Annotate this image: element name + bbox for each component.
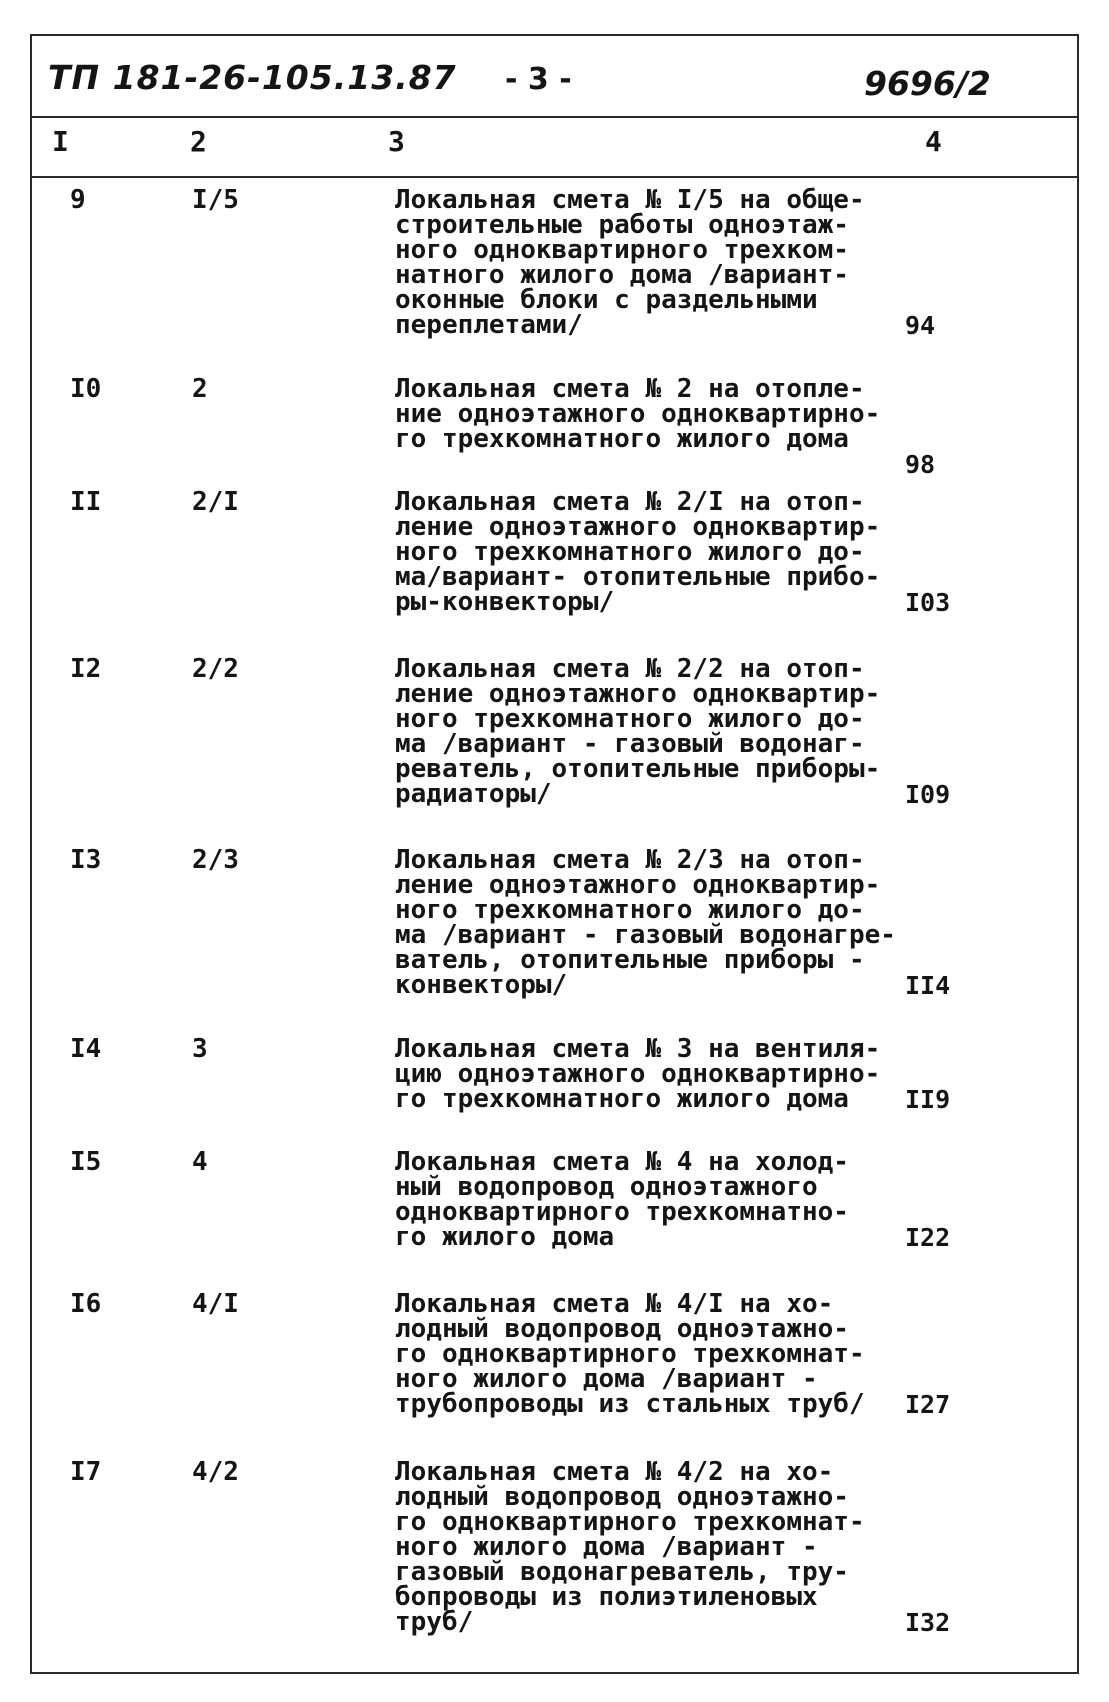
estimate-number: I/5	[192, 185, 239, 215]
description-line: Локальная смета № 2/2 на отоп-	[395, 654, 865, 684]
row-number: I7	[70, 1457, 102, 1487]
description-line: ного жилого дома /вариант -	[395, 1532, 818, 1562]
estimate-number: 4/2	[192, 1457, 239, 1487]
description-line: натного жилого дома /вариант-	[395, 260, 849, 290]
description-line: го одноквартирного трехкомнат-	[395, 1339, 865, 1369]
row-number: 9	[70, 185, 86, 215]
description-line: Локальная смета № 4/2 на хо-	[395, 1457, 834, 1487]
estimate-number: 2/3	[192, 845, 239, 875]
document-code: ТП 181-26-105.13.87	[48, 58, 457, 97]
description-line: одноквартирного трехкомнатно-	[395, 1197, 849, 1227]
page-reference: 94	[905, 311, 936, 340]
description-line: го одноквартирного трехкомнат-	[395, 1507, 865, 1537]
description-line: ма /вариант - газовый водонагре-	[395, 920, 896, 950]
description-line: ного одноквартирного трехком-	[395, 235, 849, 265]
column-header-3: 3	[388, 125, 405, 158]
row-number: I6	[70, 1289, 102, 1319]
column-header-divider	[30, 176, 1079, 178]
description-line: ный водопровод одноэтажного	[395, 1172, 818, 1202]
description-line: лодный водопровод одноэтажно-	[395, 1482, 849, 1512]
page-reference: I27	[905, 1390, 951, 1419]
description-line: Локальная смета № 2/3 на отоп-	[395, 845, 865, 875]
description-line: реватель, отопительные приборы-	[395, 754, 881, 784]
description-line: ление одноэтажного одноквартир-	[395, 512, 881, 542]
description-line: Локальная смета № 3 на вентиля-	[395, 1034, 881, 1064]
page-reference: II4	[905, 971, 951, 1000]
estimate-number: 4	[192, 1147, 208, 1177]
row-number: I2	[70, 654, 102, 684]
row-number: I0	[70, 374, 102, 404]
estimate-number: 4/I	[192, 1289, 239, 1319]
column-header-1: I	[52, 125, 69, 158]
header-divider	[30, 116, 1079, 118]
description-line: оконные блоки с раздельными	[395, 285, 818, 315]
page-number: - 3 -	[505, 62, 572, 97]
estimate-number: 2/2	[192, 654, 239, 684]
description-line: труб/	[395, 1607, 474, 1637]
description-line: бопроводы из полиэтиленовых	[395, 1582, 818, 1612]
description-line: строительные работы одноэтаж-	[395, 210, 849, 240]
page-reference: II9	[905, 1085, 951, 1114]
description-line: газовый водонагреватель, тру-	[395, 1557, 849, 1587]
description-line: переплетами/	[395, 310, 583, 340]
description-line: трубопроводы из стальных труб/	[395, 1389, 865, 1419]
description-line: ры-конвекторы/	[395, 587, 615, 617]
estimate-description	[395, 1289, 895, 1419]
description-line: ного трехкомнатного жилого до-	[395, 895, 865, 925]
description-line: Локальная смета № 4 на холод-	[395, 1147, 849, 1177]
estimate-description	[395, 654, 895, 809]
estimate-description	[395, 374, 895, 454]
row-number: I3	[70, 845, 102, 875]
column-header-2: 2	[190, 125, 207, 158]
description-line: цию одноэтажного одноквартирно-	[395, 1059, 881, 1089]
column-header-4: 4	[925, 125, 942, 158]
description-line: конвекторы/	[395, 970, 568, 1000]
description-line: го трехкомнатного жилого дома	[395, 1084, 849, 1114]
sheet-number: 9696/2	[864, 64, 991, 103]
description-line: Локальная смета № 2 на отопле-	[395, 374, 865, 404]
estimate-number: 2/I	[192, 487, 239, 517]
row-number: I5	[70, 1147, 102, 1177]
description-line: Локальная смета № 2/I на отоп-	[395, 487, 865, 517]
row-number: II	[70, 487, 102, 517]
row-number: I4	[70, 1034, 102, 1064]
description-line: ма/вариант- отопительные прибо-	[395, 562, 881, 592]
description-line: ма /вариант - газовый водонаг-	[395, 729, 865, 759]
estimate-description	[395, 845, 896, 1000]
estimate-description	[395, 185, 895, 340]
estimate-description	[395, 1147, 895, 1252]
description-line: ного трехкомнатного жилого до-	[395, 537, 865, 567]
description-line: ного трехкомнатного жилого до-	[395, 704, 865, 734]
description-line: лодный водопровод одноэтажно-	[395, 1314, 849, 1344]
page-reference: I32	[905, 1608, 951, 1637]
description-line: Локальная смета № I/5 на обще-	[395, 185, 865, 215]
estimate-description	[395, 1457, 895, 1637]
description-line: ление одноэтажного одноквартир-	[395, 870, 881, 900]
estimate-description	[395, 487, 895, 617]
page-reference: I22	[905, 1223, 951, 1252]
estimate-number: 3	[192, 1034, 208, 1064]
description-line: Локальная смета № 4/I на хо-	[395, 1289, 834, 1319]
page-reference: I03	[905, 588, 951, 617]
description-line: ного жилого дома /вариант -	[395, 1364, 818, 1394]
description-line: го трехкомнатного жилого дома	[395, 424, 849, 454]
estimate-number: 2	[192, 374, 208, 404]
description-line: ние одноэтажного одноквартирно-	[395, 399, 881, 429]
estimate-description	[395, 1034, 895, 1114]
page-reference: I09	[905, 780, 951, 809]
description-line: ватель, отопительные приборы -	[395, 945, 865, 975]
description-line: го жилого дома	[395, 1222, 615, 1252]
page-reference: 98	[905, 450, 936, 479]
description-line: ление одноэтажного одноквартир-	[395, 679, 881, 709]
description-line: радиаторы/	[395, 779, 552, 809]
